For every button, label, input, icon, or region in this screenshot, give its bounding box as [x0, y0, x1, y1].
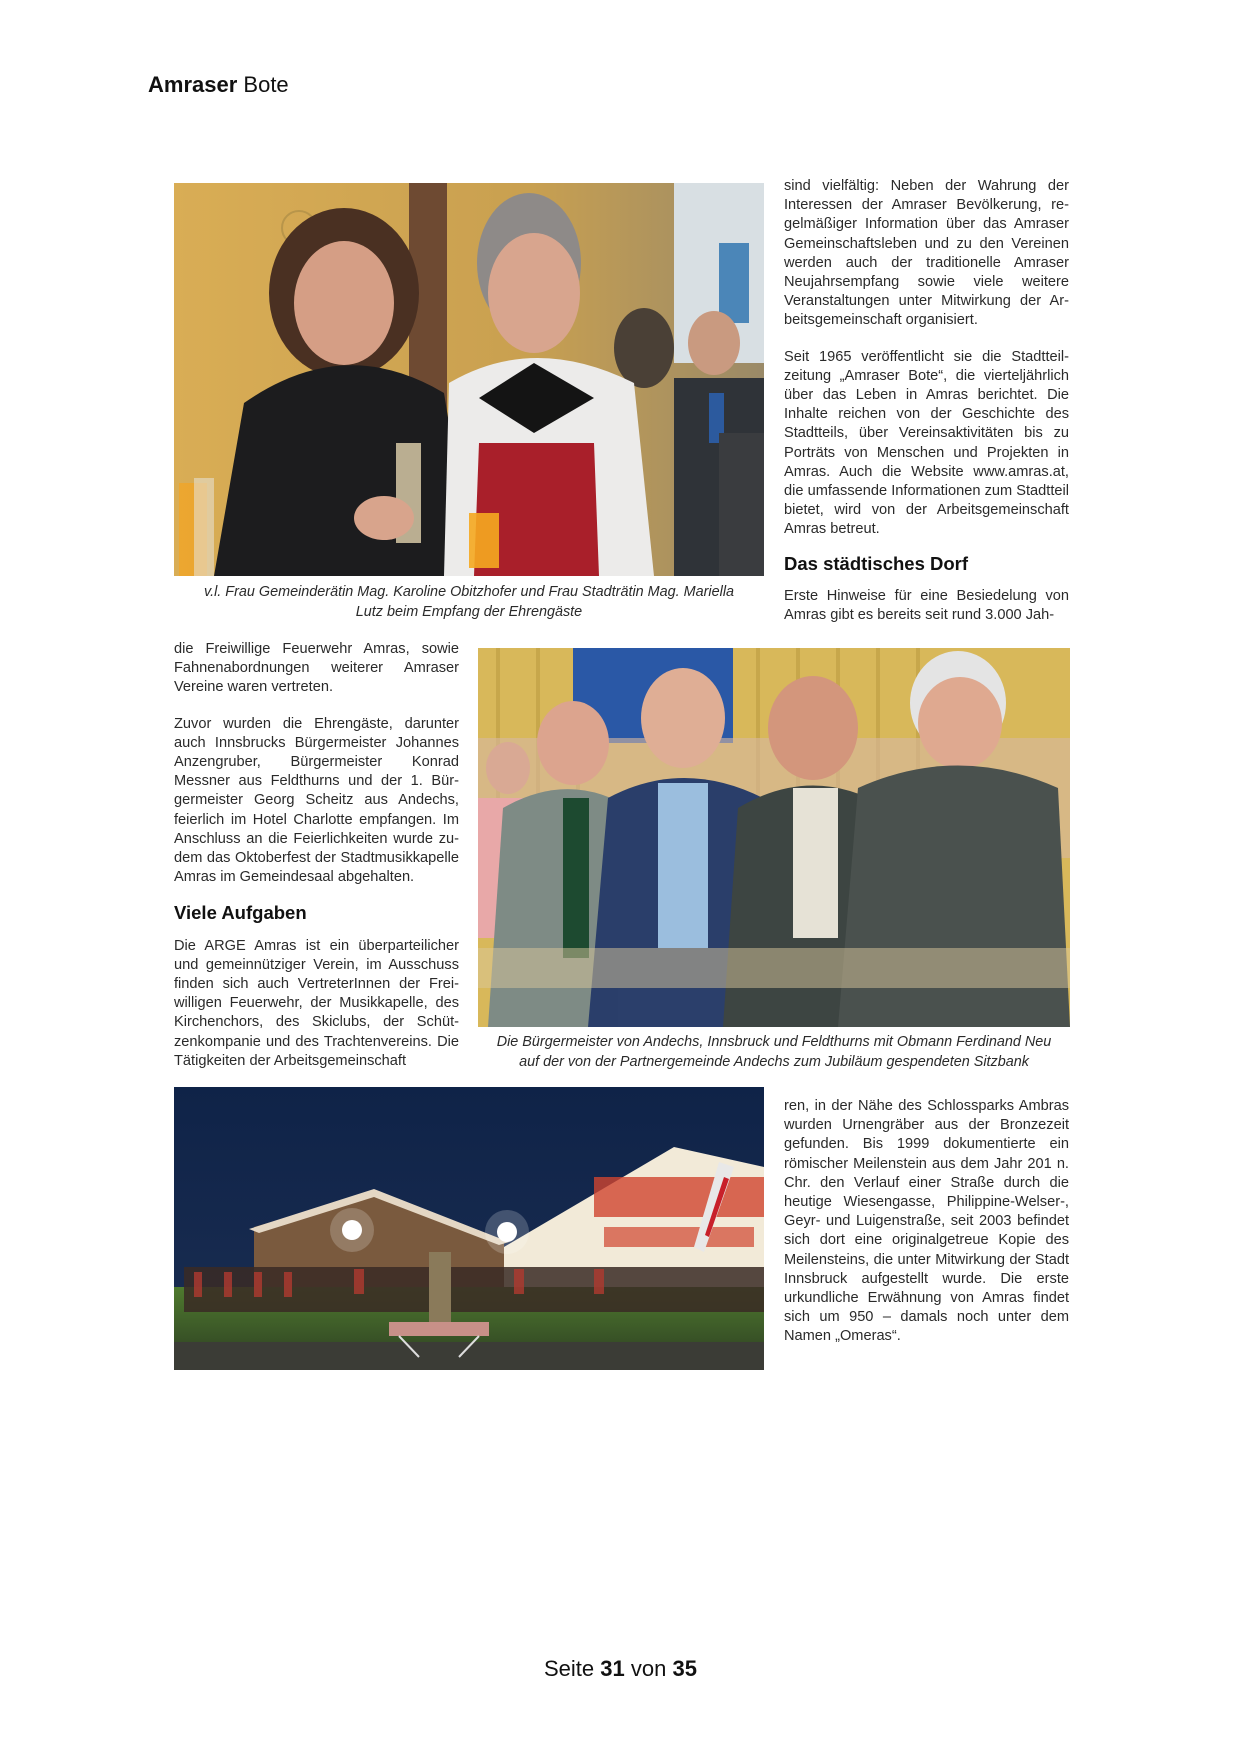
title-regular: Bote	[243, 72, 289, 97]
photo-mayors-image	[478, 648, 1070, 1027]
section-heading-viele-aufgaben: Viele Aufgaben	[174, 902, 307, 924]
right-column-bottom	[784, 1097, 1069, 1364]
caption-line: v.l. Frau Gemeinderätin Mag. Karoline Obitzhofer und Frau Stadträtin Mag. Mariella	[203, 584, 735, 600]
photo-reception-caption	[174, 583, 764, 622]
total-pages: 35	[672, 1656, 697, 1681]
paragraph: Seit 1965 veröffentlicht sie die Stadtteilzeitung „Amraser Bote“, die vierteljährlich über das Leben in Amras berichtet. Die Inhalte reichen von der Geschichte des Stadtteils, über Vereinsaktivitäten bis zu Porträts von Menschen und Projekten in Amras. Auch die Website www.amras.at, die umfassende Informationen zum Stadtteil bietet, wird von der Arbeitsgemeinschaft Amras betreut.	[784, 348, 1069, 538]
page-number	[0, 1656, 1241, 1682]
page-prefix: Seite	[544, 1656, 595, 1681]
title-bold: Amraser	[148, 72, 238, 97]
photo-reception-image	[174, 183, 764, 576]
paragraph: die Freiwillige Feuerwehr Amras, sowie Fahnenabordnungen weiterer Amraser Vereine waren vertreten.	[174, 641, 459, 696]
photo-reception	[174, 183, 764, 576]
photo-night-ceremony-image	[174, 1087, 764, 1370]
right-column-top	[784, 177, 1069, 642]
left-column	[174, 640, 459, 1088]
paragraph: Erste Hinweise für eine Besiedelung von Amras gibt es bereits seit rund 3.000 Jah-	[784, 587, 1069, 624]
caption-line: Die Bürgermeister von Andechs, Innsbruck und Feldthurns mit Obmann Ferdinand Neu	[496, 1034, 1052, 1050]
paragraph: Die ARGE Amras ist ein überparteilicher und gemeinnütziger Verein, im Ausschuss finden sich auch VertreterInnen der Freiwilligen Feuerwehr, der Musikkapelle, des Kirchenchors, des Skiclubs, der Schützenkompanie und des Trachtenvereins. Die Tätigkeiten der Arbeitsgemeinschaft	[174, 937, 459, 1069]
publication-title	[148, 72, 289, 98]
paragraph: Zuvor wurden die Ehrengäste, darunter auch Innsbrucks Bürgermeister Johannes Anzengruber, Bürgermeister Konrad Messner aus Feldthurns und der 1. Bürgermeister Georg Scheitz aus Andechs, feierlich im Hotel Charlotte empfangen. Im Anschluss an die Feierlichkeiten wurde zudem das Oktoberfest der Stadtmusikkapelle Amras im Gemeindesaal abgehalten.	[174, 715, 459, 886]
paragraph: sind vielfältig: Neben der Wahrung der Interessen der Amraser Bevölkerung, regelmäßiger Information über das Amraser Gemeinschaftsleben und zu den Vereinen werden auch der traditionelle Amraser Neujahrsempfang sowie viele weitere Veranstaltungen unter Mitwirkung der Arbeitsgemeinschaft organisiert.	[784, 178, 1069, 329]
caption-line: Lutz beim Empfang der Ehrengäste	[355, 603, 583, 620]
current-page: 31	[600, 1656, 625, 1681]
page-separator: von	[630, 1656, 667, 1681]
photo-night-ceremony	[174, 1087, 764, 1370]
caption-line: auf der von der Partnergemeinde Andechs zum Jubiläum gespendeten Sitzbank	[519, 1053, 1029, 1070]
paragraph: ren, in der Nähe des Schlossparks Ambras wurden Urnengräber aus der Bronzezeit gefunden. Bis 1999 dokumentierte ein römischer Meilenstein aus dem Jahr 201 n. Chr. den Verlauf einer Straße durch die heutige Wiesengasse, Philippine-Welser-, Geyr- und Luigenstraße, seit 2003 befindet sich dort eine originalgetreue Kopie des Meilensteins, die unter Mitwirkung der Stadt Innsbruck aufgestellt wurde. Die erste urkundliche Erwähnung von Amras findet sich um 950 – damals noch unter dem Namen „Omeras“.	[784, 1098, 1069, 1345]
photo-mayors	[478, 648, 1070, 1027]
section-heading-das-staedtisches-dorf: Das städtisches Dorf	[784, 552, 969, 574]
photo-mayors-caption	[470, 1033, 1078, 1072]
